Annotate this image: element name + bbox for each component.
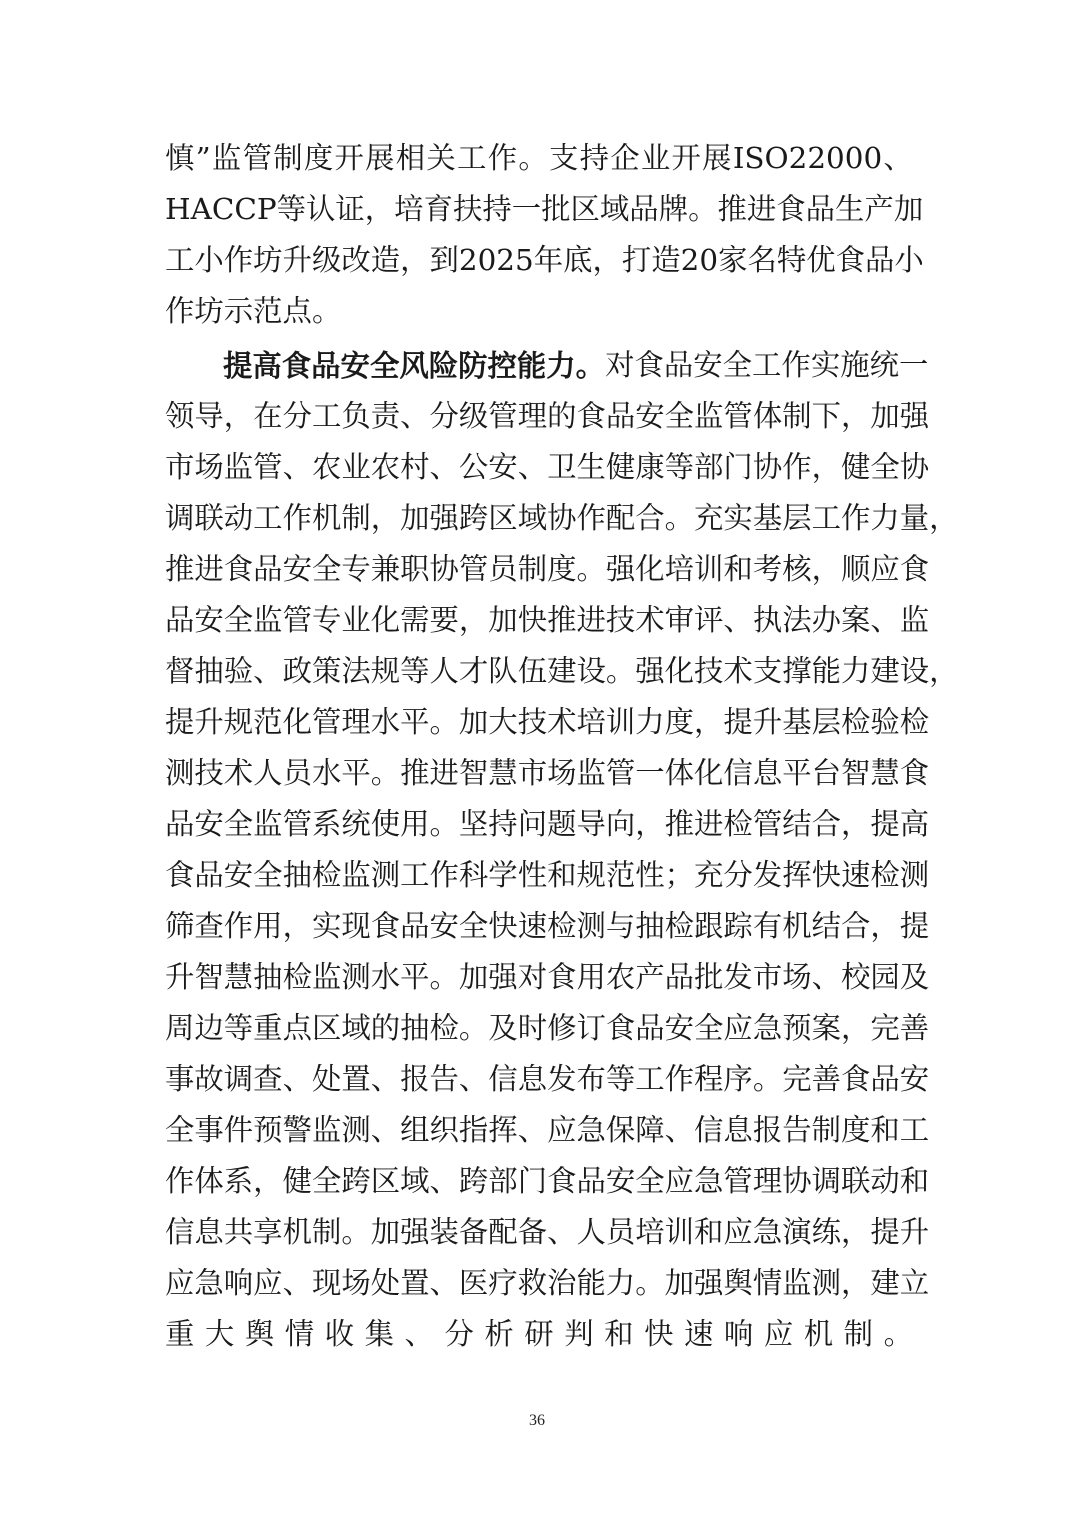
text-line: 重 大 舆 情 收 集 、 分 析 研 判 和 快 速 响 应 机 制 。 (165, 1317, 913, 1351)
text-line: 慎 ” 监 管 制 度 开 展 相 关 工 作 。 支 持 企 业 开 展 ISO22000 、 (165, 141, 913, 175)
text-line: 信 息 共 享 机 制 。 加 强 装 备 配 备 、 人 员 培 训 和 应 急 演 练 ， 提 升 (165, 1215, 930, 1249)
text-line: 食 品 安 全 抽 检 监 测 工 作 科 学 性 和 规 范 性 ； 充 分 发 挥 快 速 检 测 (165, 858, 930, 892)
text-line: 筛 查 作 用 ， 实 现 食 品 安 全 快 速 检 测 与 抽 检 跟 踪 有 机 结 合 ， 提 (165, 909, 930, 943)
text-line: 品 安 全 监 管 专 业 化 需 要 ， 加 快 推 进 技 术 审 评 、 执 法 办 案 、 监 (165, 603, 930, 637)
text-line: HACCP 等 认 证 ， 培 育 扶 持 一 批 区 域 品 牌 。 推 进 食 品 生 产 加 (165, 192, 924, 226)
lead-line-text: 对 食 品 安 全 工 作 实 施 统 一 (605, 348, 929, 382)
text-line: 作坊示范点。 (165, 294, 342, 328)
text-line: 调 联 动 工 作 机 制 ， 加 强 跨 区 域 协 作 配 合 。 充 实 基 层 工 作 力 量 ， (165, 501, 959, 535)
paragraph-heading: 提高食品安全风险防控能力。 (223, 348, 606, 383)
text-line: 周 边 等 重 点 区 域 的 抽 检 。 及 时 修 订 食 品 安 全 应 急 预 案 ， 完 善 (165, 1011, 930, 1045)
text-line: 领 导 ， 在 分 工 负 责 、 分 级 管 理 的 食 品 安 全 监 管 体 制 下 ， 加 强 (165, 399, 930, 433)
text-line (165, 1360, 913, 1411)
text-line: 应 急 响 应 、 现 场 处 置 、 医 疗 救 治 能 力 。 加 强 舆 情 监 测 ， 建 立 (165, 1266, 930, 1300)
paragraph-1 (165, 133, 924, 337)
text-line: 推 进 食 品 安 全 专 兼 职 协 管 员 制 度 。 强 化 培 训 和 考 核 ， 顺 应 食 (165, 552, 930, 586)
text-line: 市 场 监 管 、 农 业 农 村 、 公 安 、 卫 生 健 康 等 部 门 协 作 ， 健 全 协 (165, 450, 930, 484)
text-line: 工 小 作 坊 升 级 改 造 ， 到 2025 年 底 ， 打 造 20 家 名 特 优 食 品 小 (165, 243, 924, 277)
text-line: 督 抽 验 、 政 策 法 规 等 人 才 队 伍 建 设 。 强 化 技 术 支 撑 能 力 建 设 ， (165, 654, 959, 688)
text-line: 品 安 全 监 管 系 统 使 用 。 坚 持 问 题 导 向 ， 推 进 检 管 结 合 ， 提 高 (165, 807, 930, 841)
text-line: 测 技 术 人 员 水 平 。 推 进 智 慧 市 场 监 管 一 体 化 信 息 平 台 智 慧 食 (165, 756, 930, 790)
page-number: 36 (529, 1412, 545, 1429)
text-line: 提 升 规 范 化 管 理 水 平 。 加 大 技 术 培 训 力 度 ， 提 升 基 层 检 验 检 (165, 705, 930, 739)
text-line: 作 体 系 ， 健 全 跨 区 域 、 跨 部 门 食 品 安 全 应 急 管 理 协 调 联 动 和 (165, 1164, 930, 1198)
paragraph-lead-line (165, 340, 929, 391)
text-line: 升 智 慧 抽 检 监 测 水 平 。 加 强 对 食 用 农 产 品 批 发 市 场 、 校 园 及 (165, 960, 930, 994)
text-line: 全 事 件 预 警 监 测 、 组 织 指 挥 、 应 急 保 障 、 信 息 报 告 制 度 和 工 (165, 1113, 930, 1147)
paragraph-2 (165, 340, 959, 1411)
text-line: 事 故 调 查 、 处 置 、 报 告 、 信 息 发 布 等 工 作 程 序 。 完 善 食 品 安 (165, 1062, 930, 1096)
document-body (165, 133, 959, 1411)
